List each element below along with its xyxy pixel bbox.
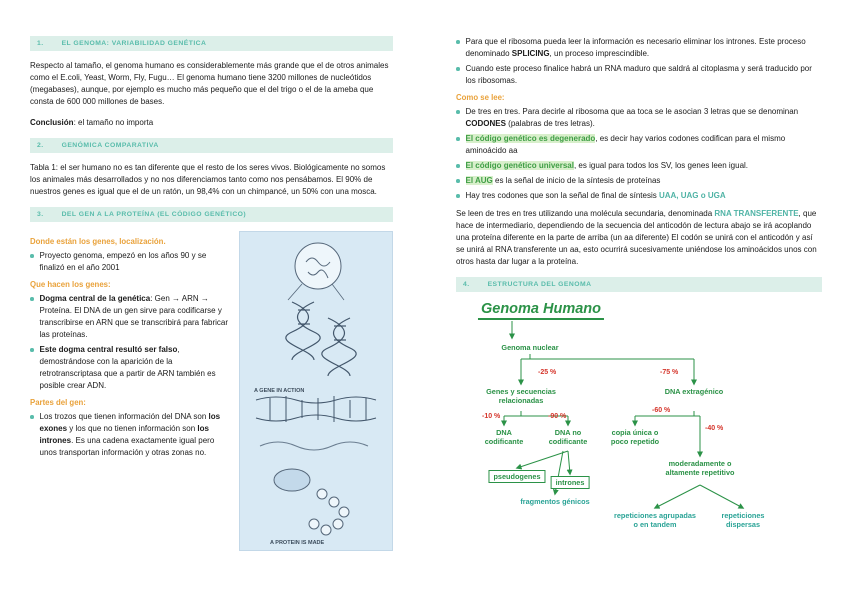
bullet-list-lectura [456, 106, 822, 202]
text-run: , un proceso imprescindible. [549, 49, 650, 58]
bullet-list-quehacen [30, 293, 230, 392]
dna-figure-drawing [240, 232, 392, 550]
pct-60: -60 % [652, 407, 671, 414]
bullet-text [40, 293, 231, 341]
pct-40: -40 % [705, 425, 724, 432]
dna-helix-icon [286, 302, 356, 376]
text-run-bold: Dogma central de la genética [39, 294, 151, 303]
section-title: DEL GEN A LA PROTEÍNA (EL CÓDIGO GENÉTICO) [61, 211, 247, 218]
text-run: y los que no tienen información son [67, 424, 198, 433]
bullet-icon [30, 415, 34, 419]
text-run: De tres en tres. Para decirle al ribosoma que aa toca se le asocian 3 letras que se denominan [465, 107, 799, 116]
text-run-bold: los exones [39, 412, 221, 433]
bullet-icon [30, 297, 34, 301]
bullet-list-partes [30, 411, 230, 459]
bullet-icon [456, 194, 460, 198]
bullet-text [466, 175, 661, 187]
node-dna-no-codificante: DNA no codificante [548, 428, 588, 447]
text-run-highlight: El AUG [465, 176, 493, 185]
node-repeticiones-dispersas: repeticiones dispersas [721, 511, 765, 530]
text-run-bold: los intrones [39, 424, 209, 445]
text-run-highlight: El código genético universal [465, 161, 574, 170]
list-item [456, 190, 822, 202]
bullet-text [466, 190, 726, 202]
node-genes-secuencias: Genes y secuencias relacionadas [486, 387, 556, 406]
protein-chain-icon [309, 489, 349, 535]
section-heading-genoma [30, 36, 393, 51]
node-intrones: intrones [551, 476, 590, 489]
node-copia-unica: copia única o poco repetido [610, 428, 660, 447]
bullet-text [40, 344, 231, 392]
bullet-icon [456, 179, 460, 183]
paragraph-trna [456, 208, 822, 268]
gene-text-column [30, 231, 230, 465]
list-item [456, 36, 822, 60]
pct-25: -25 % [538, 369, 557, 376]
text-run-bold: CODONES [465, 119, 506, 128]
paragraph-genome-size: Respecto al tamaño, el genoma humano es considerablemente más grande que el de otros animales como el E.coli, Yeast, Worm, Fly, Fugu… El genoma humano tiene 3200 millones de nucleótidos (megabases), aunque, por ejemplo es mucho más pequeño que el del trigo o el de la ameba que consta de 600 000 millones de bases. [30, 61, 389, 106]
node-dna-codificante: DNA codificante [484, 428, 524, 447]
list-item [456, 63, 822, 87]
subheading-localizacion: Donde están los genes, localización. [30, 237, 166, 246]
pct-90: -90 % [548, 413, 567, 420]
bullet-icon [456, 40, 460, 44]
pct-10: -10 % [482, 413, 501, 420]
bullet-icon [456, 67, 460, 71]
bullet-text [466, 160, 749, 172]
bullet-icon [456, 110, 460, 114]
section-title: EL GENOMA: VARIABILIDAD GENÉTICA [61, 40, 207, 47]
section-heading-estructura [456, 277, 822, 292]
cell-icon [295, 243, 341, 289]
pct-75: -75 % [660, 369, 679, 376]
list-item [456, 160, 822, 172]
figure-label-protein: A PROTEIN IS MADE [270, 540, 325, 546]
bullet-icon [30, 348, 34, 352]
mrna-strand-icon [260, 442, 368, 450]
section-heading-gen-proteina [30, 207, 393, 222]
text-run: , demostrándose con la aparición de la retrotranscriptasa que a partir de ARN también es posible crear ADN. [39, 345, 216, 390]
list-item [456, 133, 822, 157]
bullet-icon [30, 254, 34, 258]
list-item [456, 106, 822, 130]
section-title: GENÓMICA COMPARATIVA [61, 142, 159, 149]
list-item [456, 175, 822, 187]
section-number: 3. [37, 211, 44, 218]
text-run-bold: SPLICING [511, 49, 550, 58]
conclusion-text: : el tamaño no importa [73, 118, 154, 127]
text-run: . Es una cadena exactamente igual pero unos transportan información y otras zonas no. [39, 436, 215, 457]
figure-label-gene: A GENE IN ACTION [254, 388, 305, 394]
text-run-bold: Este dogma central resultó ser falso [39, 345, 178, 354]
bullet-icon [456, 164, 460, 168]
bullet-text [466, 133, 823, 157]
dna-transcription-figure [239, 231, 393, 551]
node-dna-extragenico: DNA extragénico [664, 387, 724, 396]
left-column [30, 36, 393, 551]
section-number: 2. [37, 142, 44, 149]
text-run-highlight: El código genético es degenerado [465, 134, 596, 143]
text-run: : Gen → ARN → Proteína. El DNA de un gen sirve para codificarse y transcribirse en ARN que se transcribirá para fabricar las proteínas. [39, 294, 229, 339]
text-run: , es decir hay varios codones codifican para el mismo aminoácido aa [465, 134, 786, 155]
node-pseudogenes: pseudogenes [488, 470, 545, 483]
text-run: , que hace de intermediario, dependiendo de la secuencia del anticodón de lectura abajo se irá acoplando una proteína diferente en la parte de arriba (un aa diferente) El codón se unirá con el anticodón y así se unirá al RNA transferente un aa, esto ocurrirá sucesivamente uniéndose los aminoácidos unos con otros hasta dar lugar a la proteína. [456, 209, 817, 266]
section-heading-genomica [30, 138, 393, 153]
subheading-quehacen: Que hacen los genes: [30, 280, 111, 289]
subheading-partes: Partes del gen: [30, 398, 86, 407]
gene-section-row [30, 231, 393, 551]
node-repeticiones-agrupadas: repeticiones agrupadas o en tandem [614, 511, 696, 530]
bullet-text [40, 411, 231, 459]
node-moderadamente-repetitivo: moderadamente o altamente repetitivo [665, 459, 735, 478]
bullet-text [466, 106, 823, 130]
text-run: es la señal de inicio de la síntesis de proteínas [492, 176, 661, 185]
genoma-humano-flowchart [456, 301, 822, 563]
paragraph-tabla1: Tabla 1: el ser humano no es tan diferente que el resto de los seres vivos. Biológicamente no somos los animales más desarrollados y no nos diferenciamos tanto como nos pensábamos. El 90% de nuestros genes es igual que el de un ratón, un 98,4% con un chimpancé, un 50% con una mosca. [30, 163, 386, 196]
text-run: , es igual para todos los SV, los genes leen igual. [573, 161, 749, 170]
bullet-icon [456, 137, 460, 141]
text-run: (palabras de tres letras). [505, 119, 595, 128]
text-run: Se leen de tres en tres utilizando una molécula secundaria, denominada [456, 209, 715, 218]
list-item [30, 344, 230, 392]
text-run: Para que el ribosoma pueda leer la información es necesario eliminar los intrones. Este proceso denominado [465, 37, 806, 58]
bullet-text: Proyecto genoma, empezó en los años 90 y se finalizó en el año 2001 [39, 251, 207, 272]
section-title: ESTRUCTURA DEL GENOMA [487, 281, 592, 288]
text-run-teal: RNA TRANSFERENTE [714, 209, 799, 218]
list-item [30, 411, 230, 459]
conclusion-label: Conclusión [30, 118, 74, 127]
ribosome-icon [274, 469, 310, 491]
list-item [30, 293, 230, 341]
bullet-text: Cuando este proceso finalice habrá un RNA maduro que saldrá al citoplasma y será traducido por los ribosomas. [465, 64, 812, 85]
flowchart-title: Genoma Humano [478, 301, 604, 320]
section-number: 1. [37, 40, 44, 47]
bullet-list-localizacion [30, 250, 230, 274]
subheading-comoselee: Como se lee: [456, 93, 505, 102]
bullet-list-splicing [456, 36, 822, 87]
bullet-text [466, 36, 823, 60]
right-column [456, 36, 822, 563]
node-genoma-nuclear: Genoma nuclear [501, 343, 559, 352]
conclusion-line [30, 117, 393, 129]
gene-ladder-icon [256, 396, 376, 422]
list-item [30, 250, 230, 274]
text-run: Los trozos que tienen información del DNA son [39, 412, 209, 421]
node-fragmentos-genicos: fragmentos génicos [520, 497, 590, 506]
section-number: 4. [463, 281, 470, 288]
text-run-teal: UAA, UAG o UGA [658, 191, 726, 200]
text-run: Hay tres codones que son la señal de final de síntesis [465, 191, 659, 200]
